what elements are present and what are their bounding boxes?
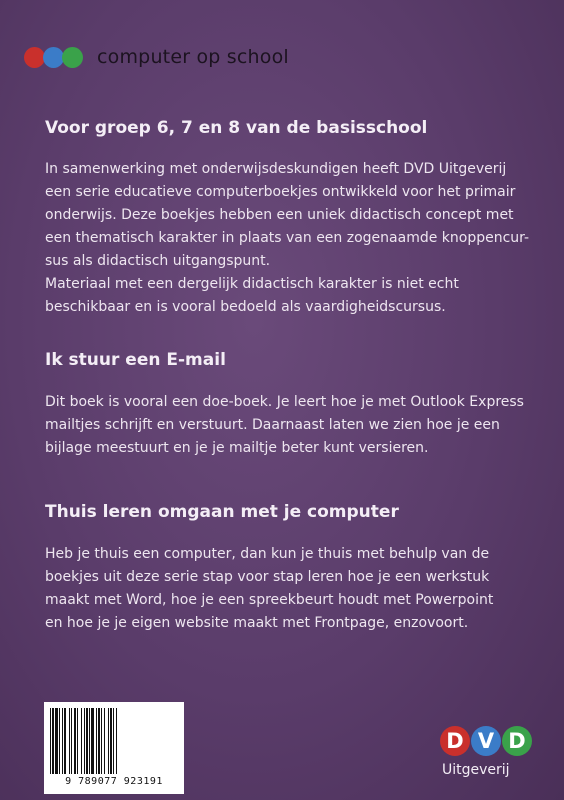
publisher-logo bbox=[440, 726, 536, 778]
dvd-letter-v: V bbox=[471, 726, 501, 756]
dvd-letter-d: D bbox=[440, 726, 470, 756]
barcode-number: 9 789077 923191 bbox=[65, 776, 163, 787]
publisher-name: Uitgeverij bbox=[442, 762, 510, 778]
section-email bbox=[45, 350, 545, 460]
section-body: Heb je thuis een computer, dan kun je thuis met behulp van de boekjes uit deze serie stap voor stap leren hoe je een werkstuk maakt met Word, hoe je een spreekbeurt houdt met Powerpoint en hoe je je eigen website maakt met Frontpage, enzovoort. bbox=[45, 546, 494, 631]
dvd-letter-d2: D bbox=[502, 726, 532, 756]
section-thuis bbox=[45, 502, 545, 635]
red-dot-icon bbox=[24, 47, 45, 68]
blue-dot-icon bbox=[43, 47, 64, 68]
section-body: Dit boek is vooral een doe-boek. Je leert hoe je met Outlook Express mailtjes schrijft en verstuurt. Daarnaast laten we zien hoe je een bijlage meestuurt en je je mailtje beter kunt versieren. bbox=[45, 394, 524, 456]
barcode-stripe bbox=[117, 708, 118, 774]
section-groep bbox=[45, 118, 545, 319]
section-heading: Ik stuur een E-mail bbox=[45, 350, 226, 370]
barcode bbox=[44, 702, 184, 794]
section-body: In samenwerking met onderwijsdeskundigen heeft DVD Uitgeverij een serie educatieve computerboekjes ontwikkeld voor het primair onderwijs. Deze boekjes hebben een uniek didactisch concept met een thematisch karakter in plaats van een zogenaamde knoppencur- sus als didactisch uitgangspunt. Materiaal met een dergelijk didactisch karakter is niet echt beschikbaar en is vooral bedoeld als vaardigheidscursus. bbox=[45, 161, 530, 315]
section-heading: Thuis leren omgaan met je computer bbox=[45, 502, 399, 522]
barcode-bars bbox=[50, 708, 178, 774]
brand-name: computer op school bbox=[97, 46, 289, 68]
brand bbox=[24, 46, 289, 68]
section-heading: Voor groep 6, 7 en 8 van de basisschool bbox=[45, 118, 428, 138]
green-dot-icon bbox=[62, 47, 83, 68]
